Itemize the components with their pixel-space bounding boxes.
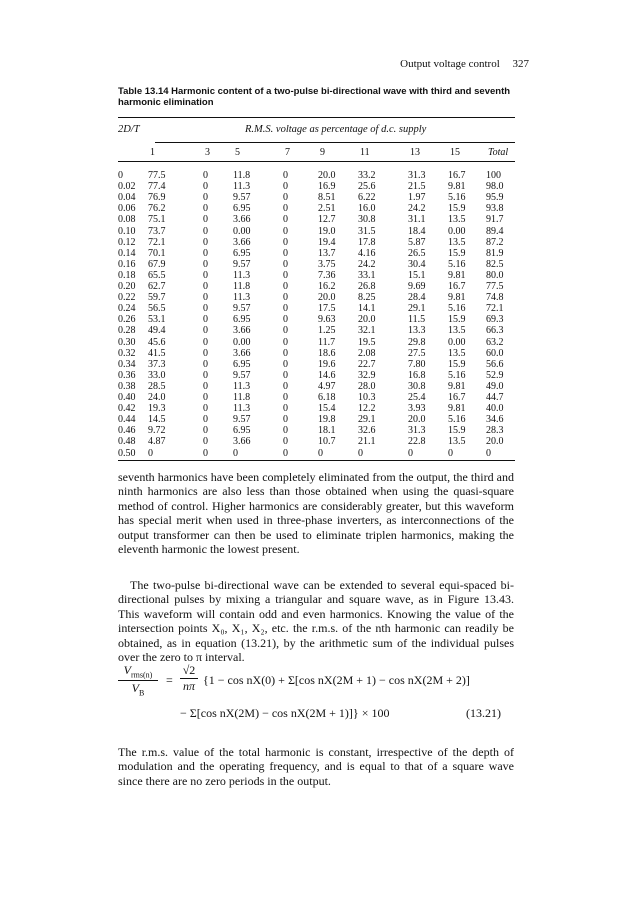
- table-cell: 77.5: [148, 170, 166, 181]
- table-cell: 19.3: [148, 403, 166, 415]
- table-stub-cell: 0.02: [118, 181, 136, 193]
- table-cell: 14.1: [358, 303, 376, 315]
- table-stub-cell: 0.08: [118, 214, 136, 226]
- table-cell: 63.2: [486, 336, 504, 348]
- table-cell: 11.8: [233, 170, 251, 181]
- table-stub-cell: 0.40: [118, 392, 136, 403]
- table-cell: 9.81: [448, 403, 466, 415]
- table-cell: 3.66: [233, 436, 251, 448]
- table-cell: 80.0: [486, 269, 504, 281]
- table-stub-cell: 0.42: [118, 403, 136, 415]
- table-cell: 21.1: [358, 436, 376, 448]
- table-cell: 11.8: [233, 392, 251, 403]
- table-cell: 91.7: [486, 214, 504, 226]
- table-cell: 89.4: [486, 225, 504, 237]
- table-cell: 16.7: [448, 281, 466, 292]
- paragraph-3: The r.m.s. value of the total harmonic is constant, irrespective of the depth of modulation and the operating frequency, and is equal to that of a square wave since there are no zero periods in the output.: [118, 745, 514, 788]
- table-cell: 0: [283, 347, 288, 359]
- table-cell: 28.5: [148, 380, 166, 392]
- table-cell: 0: [203, 347, 208, 359]
- table-cell: 0: [203, 336, 208, 348]
- table-cell: 17.8: [358, 236, 376, 248]
- table-cell: 11.3: [233, 181, 251, 193]
- eq-lhs-numerator-sub: rms(n): [131, 670, 153, 680]
- column-header: 9: [320, 147, 325, 158]
- table-cell: 15.1: [408, 269, 426, 281]
- column-header: 15: [450, 147, 460, 158]
- table-cell: 8.51: [318, 192, 336, 204]
- table-cell: 0: [203, 314, 208, 326]
- table-cell: 13.5: [448, 347, 466, 359]
- table-cell: 0: [203, 303, 208, 315]
- table-cell: 33.1: [358, 269, 376, 281]
- table-cell: 32.1: [358, 325, 376, 337]
- column-header: 3: [205, 147, 210, 158]
- table-cell: 66.3: [486, 325, 504, 337]
- table-cell: 0: [203, 269, 208, 281]
- table-cell: 3.93: [408, 403, 426, 415]
- table-cell: 33.0: [148, 369, 166, 381]
- table-cell: 11.8: [233, 281, 251, 292]
- table-cell: 0: [358, 447, 363, 459]
- table-cell: 40.0: [486, 403, 504, 415]
- table-cell: 41.5: [148, 347, 166, 359]
- table-cell: 11.3: [233, 380, 251, 392]
- table-cell: 30.8: [408, 380, 426, 392]
- table-cell: 49.4: [148, 325, 166, 337]
- table-cell: 0: [283, 425, 288, 437]
- table-cell: 19.5: [358, 336, 376, 348]
- table-cell: 19.6: [318, 358, 336, 370]
- table-cell: 25.6: [358, 181, 376, 193]
- table-cell: 9.81: [448, 292, 466, 304]
- table-cell: 12.7: [318, 214, 336, 226]
- table-cell: 0: [203, 380, 208, 392]
- table-cell: 9.72: [148, 425, 166, 437]
- table-stub-cell: 0.32: [118, 347, 136, 359]
- table-cell: 18.4: [408, 225, 426, 237]
- table-cell: 5.16: [448, 258, 466, 270]
- table-cell: 0: [486, 447, 491, 459]
- table-cell: 0: [283, 269, 288, 281]
- table-stub-cell: 0.24: [118, 303, 136, 315]
- eq-lhs-denominator-sub: B: [139, 688, 145, 698]
- table-cell: 15.9: [448, 203, 466, 215]
- table-cell: 93.8: [486, 203, 504, 215]
- table-cell: 32.6: [358, 425, 376, 437]
- table-cell: 8.25: [358, 292, 376, 304]
- table-cell: 9.63: [318, 314, 336, 326]
- table-cell: 0: [283, 258, 288, 270]
- table-stub-cell: 0.30: [118, 336, 136, 348]
- table-cell: 26.8: [358, 281, 376, 292]
- table-stub-cell: 0.38: [118, 380, 136, 392]
- table-cell: 9.57: [233, 258, 251, 270]
- table-cell: 3.66: [233, 214, 251, 226]
- table-cell: 77.5: [486, 281, 504, 292]
- table-cell: 6.18: [318, 392, 336, 403]
- table-cell: 25.4: [408, 392, 426, 403]
- column-header: 1: [150, 147, 155, 158]
- table-cell: 95.9: [486, 192, 504, 204]
- table-cell: 0: [203, 447, 208, 459]
- table-cell: 0: [408, 447, 413, 459]
- table-cell: 4.97: [318, 380, 336, 392]
- table-cell: 0: [283, 380, 288, 392]
- table-cell: 0: [283, 414, 288, 426]
- table-cell: 29.1: [408, 303, 426, 315]
- table-cell: 0: [318, 447, 323, 459]
- table-cell: 0: [203, 192, 208, 204]
- table-cell: 98.0: [486, 181, 504, 193]
- table-cell: 11.3: [233, 403, 251, 415]
- table-cell: 9.69: [408, 281, 426, 292]
- table-cell: 76.2: [148, 203, 166, 215]
- eq-line-2: − Σ[cos nX(2M) − cos nX(2M + 1)]} × 100: [180, 706, 390, 720]
- table-cell: 74.8: [486, 292, 504, 304]
- table-cell: 6.95: [233, 203, 251, 215]
- table-cell: 4.87: [148, 436, 166, 448]
- table-cell: 5.16: [448, 303, 466, 315]
- table-cell: 16.9: [318, 181, 336, 193]
- page-number: 327: [512, 58, 529, 70]
- table-cell: 0: [283, 392, 288, 403]
- eq-number: (13.21): [466, 706, 501, 720]
- table-cell: 16.7: [448, 170, 466, 181]
- table-cell: 14.5: [148, 414, 166, 426]
- table-cell: 0: [203, 214, 208, 226]
- table-stub-cell: 0.50: [118, 447, 136, 459]
- table-cell: 77.4: [148, 181, 166, 193]
- table-cell: 17.5: [318, 303, 336, 315]
- table-cell: 20.0: [358, 314, 376, 326]
- table-cell: 44.7: [486, 392, 504, 403]
- table-cell: 52.9: [486, 369, 504, 381]
- column-header: Total: [488, 147, 509, 158]
- table-cell: 19.0: [318, 225, 336, 237]
- table-stub-cell: 0.28: [118, 325, 136, 337]
- table-cell: 20.0: [486, 436, 504, 448]
- table-cell: 9.57: [233, 192, 251, 204]
- table-cell: 0: [203, 203, 208, 215]
- table-cell: 0.00: [233, 336, 251, 348]
- table-cell: 19.4: [318, 236, 336, 248]
- table-cell: 62.7: [148, 281, 166, 292]
- table-cell: 31.3: [408, 170, 426, 181]
- table-cell: 0.00: [448, 225, 466, 237]
- table-cell: 32.9: [358, 369, 376, 381]
- table-cell: 30.4: [408, 258, 426, 270]
- table-cell: 0: [203, 425, 208, 437]
- table-cell: 21.5: [408, 181, 426, 193]
- table-cell: 100: [486, 170, 501, 181]
- table-cell: 24.0: [148, 392, 166, 403]
- table-cell: 82.5: [486, 258, 504, 270]
- table-cell: 29.8: [408, 336, 426, 348]
- column-header: 7: [285, 147, 290, 158]
- table-stub-cell: 0.34: [118, 358, 136, 370]
- table-cell: 31.3: [408, 425, 426, 437]
- table-cell: 26.5: [408, 247, 426, 259]
- table-cell: 15.9: [448, 358, 466, 370]
- table-cell: 70.1: [148, 247, 166, 259]
- table-cell: 3.75: [318, 258, 336, 270]
- table-cell: 81.9: [486, 247, 504, 259]
- table-cell: 75.1: [148, 214, 166, 226]
- table-cell: 0: [203, 225, 208, 237]
- table-cell: 28.4: [408, 292, 426, 304]
- table-cell: 73.7: [148, 225, 166, 237]
- table-cell: 10.3: [358, 392, 376, 403]
- table-cell: 0: [283, 247, 288, 259]
- table-cell: 18.6: [318, 347, 336, 359]
- table-cell: 0: [283, 358, 288, 370]
- table-top-rule: [118, 117, 515, 118]
- table-cell: 37.3: [148, 358, 166, 370]
- table-cell: 0: [283, 203, 288, 215]
- table-cell: 5.16: [448, 369, 466, 381]
- table-cell: 24.2: [408, 203, 426, 215]
- table-stub-cell: 0.36: [118, 369, 136, 381]
- table-cell: 76.9: [148, 192, 166, 204]
- table-stub-cell: 0.44: [118, 414, 136, 426]
- table-cell: 1.97: [408, 192, 426, 204]
- table-stub-cell: 0.18: [118, 269, 136, 281]
- table-cell: 67.9: [148, 258, 166, 270]
- table-cell: 9.81: [448, 380, 466, 392]
- table-cell: 9.57: [233, 369, 251, 381]
- table-cell: 22.8: [408, 436, 426, 448]
- table-cell: 13.5: [448, 325, 466, 337]
- table-bottom-rule: [118, 460, 515, 461]
- column-header: 13: [410, 147, 420, 158]
- table-cell: 28.3: [486, 425, 504, 437]
- table-stub-cell: 0.20: [118, 281, 136, 292]
- table-cell: 72.1: [148, 236, 166, 248]
- table-stub-cell: 0.46: [118, 425, 136, 437]
- column-header: 5: [235, 147, 240, 158]
- table-cell: 0: [283, 314, 288, 326]
- table-cell: 0: [203, 403, 208, 415]
- table-cell: 49.0: [486, 380, 504, 392]
- table-cell: 22.7: [358, 358, 376, 370]
- table-cell: 53.1: [148, 314, 166, 326]
- table-stub-header: 2D/T: [118, 124, 140, 135]
- eq-lhs-denominator: V: [131, 681, 139, 696]
- table-cell: 16.0: [358, 203, 376, 215]
- table-cell: 11.3: [233, 292, 251, 304]
- table-cell: 0: [283, 181, 288, 193]
- table-cell: 6.95: [233, 425, 251, 437]
- table-cell: 69.3: [486, 314, 504, 326]
- table-cell: 20.0: [318, 292, 336, 304]
- table-cell: 16.7: [448, 392, 466, 403]
- table-cell: 9.57: [233, 303, 251, 315]
- table-cell: 0: [203, 258, 208, 270]
- table-cell: 7.36: [318, 269, 336, 281]
- table-cell: 4.16: [358, 247, 376, 259]
- table-cell: 0: [283, 170, 288, 181]
- table-cell: 0.00: [233, 225, 251, 237]
- table-cell: 13.5: [448, 236, 466, 248]
- table-cell: 20.0: [318, 170, 336, 181]
- table-cell: 5.87: [408, 236, 426, 248]
- table-cell: 0: [203, 170, 208, 181]
- running-head: [400, 58, 529, 70]
- table-cell: 87.2: [486, 236, 504, 248]
- table-cell: 0: [283, 292, 288, 304]
- table-cell: 0: [283, 192, 288, 204]
- table-cell: 0: [148, 447, 153, 459]
- table-cell: 11.3: [233, 269, 251, 281]
- table-header-rule: [118, 161, 515, 162]
- table-stub-cell: 0.04: [118, 192, 136, 204]
- table-stub-cell: 0.48: [118, 436, 136, 448]
- table-cell: 15.9: [448, 314, 466, 326]
- table-cell: 16.2: [318, 281, 336, 292]
- table-cell: 9.81: [448, 181, 466, 193]
- table-stub-cell: 0.16: [118, 258, 136, 270]
- table-cell: 13.7: [318, 247, 336, 259]
- table-cell: 2.51: [318, 203, 336, 215]
- table-cell: 0: [283, 336, 288, 348]
- table-cell: 5.16: [448, 414, 466, 426]
- table-cell: 0: [283, 447, 288, 459]
- table-spanning-header: R.M.S. voltage as percentage of d.c. supply: [245, 124, 427, 135]
- table-cell: 6.22: [358, 192, 376, 204]
- table-cell: 6.95: [233, 247, 251, 259]
- table-cell: 0: [203, 392, 208, 403]
- table-cell: 11.5: [408, 314, 426, 326]
- table-cell: 14.6: [318, 369, 336, 381]
- eq-line-1: {1 − cos nX(0) + Σ[cos nX(2M + 1) − cos nX(2M + 2)]: [203, 673, 470, 687]
- paragraph-1: seventh harmonics have been completely eliminated from the output, the third and ninth harmonics are also less than those obtained when using the quasi-square method of control. Higher harmonics are considerably greater, but this waveform has special merit when used in three-phase inverters, as interconnections of the output transformer can then be used to eliminate triplen harmonics, making the eleventh harmonic the lowest present.: [118, 470, 514, 557]
- table-cell: 0: [283, 225, 288, 237]
- table-cell: 13.5: [448, 436, 466, 448]
- table-cell: 0: [203, 325, 208, 337]
- table-stub-cell: 0.10: [118, 225, 136, 237]
- table-cell: 0: [283, 303, 288, 315]
- table-cell: 2.08: [358, 347, 376, 359]
- table-cell: 9.57: [233, 414, 251, 426]
- table-cell: 20.0: [408, 414, 426, 426]
- table-cell: 31.1: [408, 214, 426, 226]
- table-cell: 13.5: [448, 214, 466, 226]
- table-cell: 3.66: [233, 236, 251, 248]
- eq-coef-denominator: nπ: [182, 679, 195, 693]
- table-cell: 13.3: [408, 325, 426, 337]
- table-cell: 12.2: [358, 403, 376, 415]
- table-cell: 65.5: [148, 269, 166, 281]
- table-cell: 11.7: [318, 336, 336, 348]
- table-cell: 0: [203, 181, 208, 193]
- eq-lhs-numerator: V: [123, 663, 131, 677]
- table-cell: 56.6: [486, 358, 504, 370]
- table-cell: 7.80: [408, 358, 426, 370]
- table-cell: 6.95: [233, 314, 251, 326]
- table-cell: 56.5: [148, 303, 166, 315]
- table-cell: 45.6: [148, 336, 166, 348]
- table-spanner-rule: [155, 142, 515, 143]
- running-head-title: Output voltage control: [400, 58, 500, 70]
- column-header: 11: [360, 147, 370, 158]
- table-cell: 0: [283, 436, 288, 448]
- table-cell: 0: [203, 281, 208, 292]
- table-cell: 0: [203, 436, 208, 448]
- table-stub-cell: 0.14: [118, 247, 136, 259]
- table-cell: 60.0: [486, 347, 504, 359]
- table-cell: 18.1: [318, 425, 336, 437]
- table-cell: 0: [203, 414, 208, 426]
- table-cell: 0: [283, 281, 288, 292]
- eq-coef-numerator: √2: [180, 663, 198, 679]
- table-cell: 0: [283, 369, 288, 381]
- table-cell: 0: [283, 403, 288, 415]
- table-stub-cell: 0.12: [118, 236, 136, 248]
- eq-equals: =: [166, 673, 173, 687]
- table-cell: 15.4: [318, 403, 336, 415]
- table-cell: 16.8: [408, 369, 426, 381]
- table-cell: 0: [233, 447, 238, 459]
- table-cell: 27.5: [408, 347, 426, 359]
- table-cell: 0: [203, 236, 208, 248]
- table-cell: 28.0: [358, 380, 376, 392]
- table-stub-cell: 0.26: [118, 314, 136, 326]
- table-cell: 3.66: [233, 325, 251, 337]
- table-cell: 29.1: [358, 414, 376, 426]
- table-cell: 15.9: [448, 247, 466, 259]
- table-cell: 0: [283, 325, 288, 337]
- table-cell: 31.5: [358, 225, 376, 237]
- table-cell: 0: [203, 369, 208, 381]
- table-cell: 30.8: [358, 214, 376, 226]
- table-cell: 3.66: [233, 347, 251, 359]
- table-cell: 1.25: [318, 325, 336, 337]
- table-cell: 0: [203, 247, 208, 259]
- table-cell: 0: [203, 358, 208, 370]
- table-cell: 34.6: [486, 414, 504, 426]
- table-cell: 0: [283, 214, 288, 226]
- table-caption: Table 13.14 Harmonic content of a two-pulse bi-directional wave with third and seventh harmonic elimination: [118, 86, 511, 108]
- table-cell: 59.7: [148, 292, 166, 304]
- table-cell: 5.16: [448, 192, 466, 204]
- table-cell: 0: [448, 447, 453, 459]
- table-cell: 0: [203, 292, 208, 304]
- table-stub-cell: 0.06: [118, 203, 136, 215]
- table-stub-cell: 0.22: [118, 292, 136, 304]
- table-cell: 24.2: [358, 258, 376, 270]
- table-cell: 0.00: [448, 336, 466, 348]
- paragraph-2: The two-pulse bi-directional wave can be extended to several equi-spaced bi-directional pulses by mixing a triangular and square wave, as in Figure 13.43. This waveform will contain odd and even harmonics. Knowing the value of the intersection points X₀, X₁, X₂, etc. the r.m.s. of the nth harmonic can readily be obtained, as in equation (13.21), by the arithmetic sum of the individual pulses over the zero to π interval.: [118, 578, 514, 665]
- table-cell: 19.8: [318, 414, 336, 426]
- table-cell: 10.7: [318, 436, 336, 448]
- table-cell: 33.2: [358, 170, 376, 181]
- table-cell: 0: [283, 236, 288, 248]
- table-cell: 9.81: [448, 269, 466, 281]
- table-stub-cell: 0: [118, 170, 123, 181]
- table-cell: 15.9: [448, 425, 466, 437]
- table-cell: 6.95: [233, 358, 251, 370]
- table-cell: 72.1: [486, 303, 504, 315]
